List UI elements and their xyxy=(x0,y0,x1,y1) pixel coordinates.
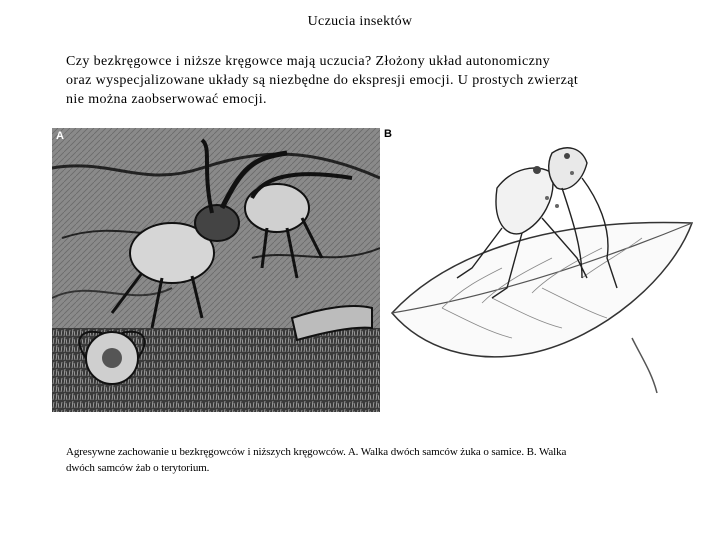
intro-line: Czy bezkręgowce i niższe kręgowce mają uczucia? Złożony układ autonomiczny xyxy=(66,54,551,69)
slide-title: Uczucia insektów xyxy=(307,14,413,29)
intro-line: nie można zaobserwować emocji. xyxy=(66,92,267,107)
intro-paragraph xyxy=(66,52,666,109)
panel-a-label: A xyxy=(56,130,64,142)
frogs-illustration xyxy=(382,128,700,412)
caption-line: dwóch samców żab o terytorium. xyxy=(66,462,210,474)
figure-caption xyxy=(66,444,666,476)
caption-line: Agresywne zachowanie u bezkręgowców i niższych kręgowców. A. Walka dwóch samców żuka o samice. B. Walka xyxy=(66,446,567,458)
beetles-illustration xyxy=(52,128,380,412)
panel-b-label: B xyxy=(384,128,392,140)
intro-line: oraz wyspecjalizowane układy są niezbędne do ekspresji emocji. U prostych zwierząt xyxy=(66,73,579,88)
